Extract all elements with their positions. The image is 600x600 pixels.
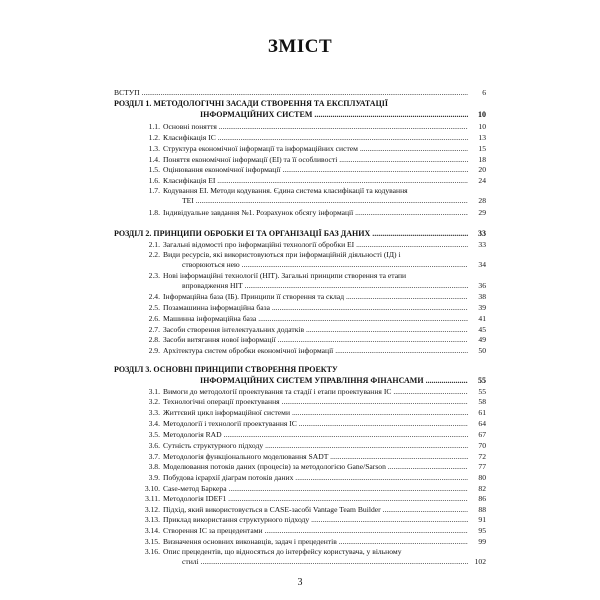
toc-entry-page: 88 (478, 505, 486, 514)
toc-entry-number: 1.5. (148, 165, 160, 174)
toc-entry-title: Поняття економічної інформації (ЕІ) та її особливості ..... (163, 154, 468, 165)
toc-entry-page: 72 (478, 452, 486, 461)
toc-entry-number: 3.12. (144, 505, 160, 514)
toc-entry-title: Нові інформаційні технології (НІТ). Загальні принципи створення та етапи (163, 271, 407, 280)
toc-entry-page: 33 (478, 229, 486, 238)
toc-entry-number: 3.8. (148, 462, 160, 471)
toc-entry-page: 95 (478, 526, 486, 535)
toc-entry (114, 109, 486, 120)
toc-entry-page: 13 (478, 133, 486, 142)
toc-entry-page: 34 (478, 260, 486, 269)
toc-entry-page: 49 (478, 335, 486, 344)
toc-entry-number: 1.4. (148, 155, 160, 164)
toc-entry (114, 291, 486, 302)
toc-entry (114, 514, 486, 525)
toc-entry-title: Оцінювання економічної інформації ..... (163, 164, 468, 175)
toc-entry (114, 556, 486, 567)
toc-entry (114, 313, 486, 324)
toc-entry-title: Методологія функціонального моделювання SADT ..... (163, 451, 468, 462)
toc-entry-page: 86 (478, 494, 486, 503)
toc-entry-title: ІНФОРМАЦІЙНИХ СИСТЕМ ..... (200, 109, 468, 120)
toc-entry-title: Case-метод Баркера ..... (163, 483, 468, 494)
toc-entry-number: 3.2. (148, 397, 160, 406)
page-title: ЗМІСТ (267, 36, 333, 57)
toc-entry-number: 3.9. (148, 473, 160, 482)
toc-entry (114, 364, 486, 375)
toc-entry-page: 20 (478, 165, 486, 174)
toc-entry-page: 28 (478, 196, 486, 205)
toc-entry (114, 407, 486, 418)
toc-entry-number: 2.5. (148, 303, 160, 312)
toc-entry-number: 3.10. (144, 484, 160, 493)
toc-entry-title: Кодування ЕІ. Методи кодування. Єдина система класифікації та кодування (163, 186, 408, 195)
toc-entry-number: 2.2. (148, 250, 160, 259)
page-number: 3 (297, 577, 303, 588)
toc-entry-title: Основні поняття ..... (163, 121, 468, 132)
toc-entry-number: 3.4. (148, 419, 160, 428)
toc-entry-page: 24 (478, 176, 486, 185)
toc-entry-number: 3.1. (148, 387, 160, 396)
toc-entry-number: 1.2. (148, 133, 160, 142)
toc-entry-title: Побудова ієрархії діаграм потоків даних ..... (163, 472, 468, 483)
toc-entry-number: 3.14. (144, 526, 160, 535)
toc-entry (114, 418, 486, 429)
toc-entry-title: Інформаційна база (ІБ). Принципи її створення та склад ..... (163, 291, 468, 302)
toc-entry (114, 334, 486, 345)
toc-entry (114, 345, 486, 356)
toc-entry (114, 429, 486, 440)
toc-entry-page: 99 (478, 537, 486, 546)
toc-entry-page: 15 (478, 144, 486, 153)
toc-entry-page: 39 (478, 303, 486, 312)
toc-entry-title: Методології і технології проектування ІС ..... (163, 418, 468, 429)
toc-entry-number: 1.3. (148, 144, 160, 153)
toc-entry-number: 1.8. (148, 208, 160, 217)
toc-entry-title: Структура економічної інформації та інформаційних систем ..... (163, 143, 468, 154)
toc-entry-title: РОЗДІЛ 1. МЕТОДОЛОГІЧНІ ЗАСАДИ СТВОРЕННЯ ТА ЕКСПЛУАТАЦІЇ (114, 99, 389, 108)
toc-entry-page: 64 (478, 419, 486, 428)
toc-entry-title: впровадження НІТ ..... (182, 280, 468, 291)
toc-entry-title: Засоби створення інтелектуальних додатків ..... (163, 324, 468, 335)
toc-entry-number: 3.16. (144, 547, 160, 556)
toc-entry-number: 3.13. (144, 515, 160, 524)
toc-entry-title: Класифікація ІС ..... (163, 132, 468, 143)
toc-entry-page: 38 (478, 292, 486, 301)
toc-entry-page: 61 (478, 408, 486, 417)
toc-entry-page: 102 (474, 557, 486, 566)
toc-entry (114, 87, 486, 98)
toc-entry (114, 493, 486, 504)
toc-entry (114, 98, 486, 109)
toc-entry-number: 2.1. (148, 240, 160, 249)
toc-entry (114, 164, 486, 175)
toc-entry-number: 3.3. (148, 408, 160, 417)
toc-entry-title: Технологічні операції проектування ..... (163, 396, 468, 407)
toc-entry (114, 525, 486, 536)
toc-entry-number: 2.7. (148, 325, 160, 334)
toc-entry-title: Загальні відомості про інформаційні технології обробки ЕІ ..... (163, 239, 468, 250)
toc-entry (114, 121, 486, 132)
toc-entry-title: ТЕІ ..... (182, 195, 468, 206)
toc-entry (114, 143, 486, 154)
toc-entry (114, 207, 486, 218)
toc-entry-page: 77 (478, 462, 486, 471)
toc-entry-title: Види ресурсів, які використовуються при інформаційній діяльності (ІД) і (163, 250, 401, 259)
toc-entry-number: 3.6. (148, 441, 160, 450)
toc-entry-page: 82 (478, 484, 486, 493)
toc-entry (114, 396, 486, 407)
toc-entry (114, 280, 486, 291)
toc-entry (114, 195, 486, 206)
toc-entry-page: 70 (478, 441, 486, 450)
toc-entry-number: 2.3. (148, 271, 160, 280)
toc-entry-title: РОЗДІЛ 3. ОСНОВНІ ПРИНЦИПИ СТВОРЕННЯ ПРОЕКТУ (114, 365, 338, 374)
toc-entry-number: 3.5. (148, 430, 160, 439)
toc-entry-title: Сутність структурного підходу ..... (163, 440, 468, 451)
toc-entry (114, 302, 486, 313)
toc-entry-title: Життєвий цикл інформаційної системи ..... (163, 407, 468, 418)
toc-entry-title: Індивідуальне завдання №1. Розрахунок обсягу інформації ..... (163, 207, 468, 218)
toc-entry-number: 2.9. (148, 346, 160, 355)
toc-entry-page: 67 (478, 430, 486, 439)
toc-entry-title: Вимоги до методології проектування та стадії і етапи проектування ІС ..... (163, 386, 468, 397)
toc-entry-title: Засоби витягання нової інформації ..... (163, 334, 468, 345)
toc-entry-page: 45 (478, 325, 486, 334)
toc-entry-page: 33 (478, 240, 486, 249)
toc-entry-title: Створення ІС за прецедентами ..... (163, 525, 468, 536)
toc-entry-number: 1.7. (148, 186, 160, 195)
toc-entry-title: стилі ..... (182, 556, 468, 567)
toc-entry-page: 91 (478, 515, 486, 524)
toc-entry-number: 2.4. (148, 292, 160, 301)
toc-entry-page: 10 (478, 110, 486, 119)
toc-entry-page: 58 (478, 397, 486, 406)
toc-entry-page: 55 (478, 387, 486, 396)
toc-entry-title: створюються нею ..... (182, 259, 468, 270)
toc-entry-title: Приклад використання структурного підходу ..... (163, 514, 468, 525)
toc-entry-title: Підхід, який використовується в CASE-засобі Vantage Team Builder ..... (163, 504, 468, 515)
toc-entry-page: 80 (478, 473, 486, 482)
toc-entry (114, 259, 486, 270)
toc-entry-number: 3.7. (148, 452, 160, 461)
toc-entry (114, 375, 486, 386)
toc-entry-page: 10 (478, 122, 486, 131)
toc-entry-title: Моделювання потоків даних (процесів) за методологією Gane/Sarson ..... (163, 461, 468, 472)
toc-entry-title: ІНФОРМАЦІЙНИХ СИСТЕМ УПРАВЛІННЯ ФІНАНСАМИ ..... (200, 375, 468, 386)
toc-entry-page: 50 (478, 346, 486, 355)
toc-entry-title: Архітектура систем обробки економічної інформації ..... (163, 345, 468, 356)
toc-entry-number: 2.8. (148, 335, 160, 344)
toc-entry (114, 472, 486, 483)
toc-entry (114, 440, 486, 451)
toc-entry-title: Методологія RAD ..... (163, 429, 468, 440)
toc-entry (114, 228, 486, 239)
toc-entry-page: 41 (478, 314, 486, 323)
toc-entry-number: 2.6. (148, 314, 160, 323)
toc-entry-title: Опис прецедентів, що відносяться до інтерфейсу користувача, у вільному (163, 547, 402, 556)
toc-entry-title: Машинна інформаційна база ..... (163, 313, 468, 324)
toc-entry-number: 1.1. (148, 122, 160, 131)
toc-entry-title: РОЗДІЛ 2. ПРИНЦИПИ ОБРОБКИ ЕІ ТА ОРГАНІЗАЦІЇ БАЗ ДАНИХ ..... (114, 228, 468, 239)
toc-entry-page: 6 (482, 88, 486, 97)
toc-entry-page: 36 (478, 281, 486, 290)
toc-entry-title: Визначення основних виконавців, задач і прецедентів ..... (163, 536, 468, 547)
toc-entry-number: 1.6. (148, 176, 160, 185)
toc-entry-page: 55 (478, 376, 486, 385)
toc-entry-number: 3.15. (144, 537, 160, 546)
toc-entry-title: Класифікація ЕІ ..... (163, 175, 468, 186)
toc-entry (114, 132, 486, 143)
toc-entry-title: ВСТУП ..... (114, 87, 468, 98)
toc-entry-title: Позамашинна інформаційна база ..... (163, 302, 468, 313)
toc-entry-number: 3.11. (145, 494, 160, 503)
toc-entry (114, 461, 486, 472)
toc-entry-page: 29 (478, 208, 486, 217)
toc-entry-title: Методологія IDEF1 ..... (163, 493, 468, 504)
toc-entry-page: 18 (478, 155, 486, 164)
